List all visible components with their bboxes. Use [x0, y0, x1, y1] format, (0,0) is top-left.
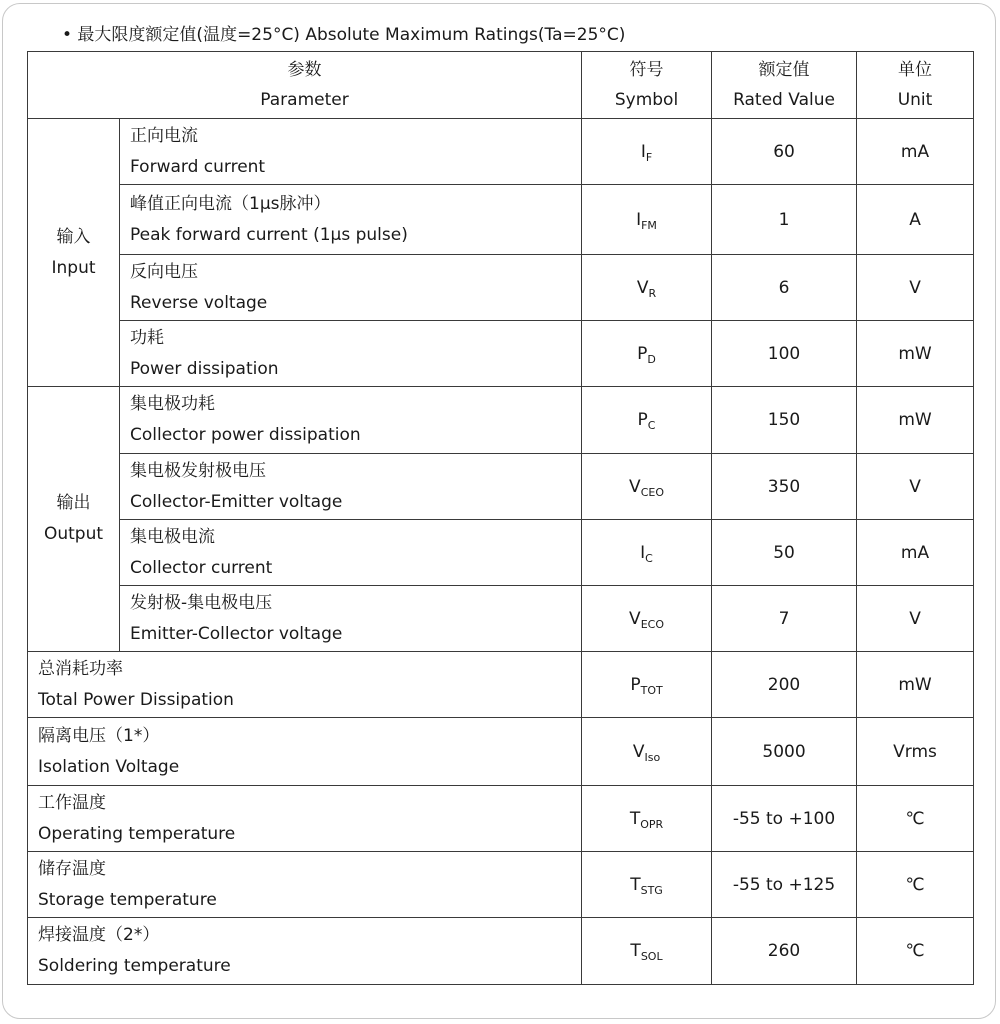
symbol-subscript: Iso [644, 750, 661, 764]
symbol-subscript: C [645, 551, 653, 565]
parameter-cell [28, 918, 582, 985]
parameter-name-en: Peak forward current (1μs pulse) [130, 224, 408, 245]
unit-cell: V [857, 454, 974, 520]
parameter-name-cn: 正向电流 [130, 125, 198, 146]
rated-value-cell: 350 [712, 454, 857, 520]
header-unit-en: Unit [897, 90, 933, 110]
header-rated-value [712, 52, 857, 119]
parameter-name-cn: 隔离电压（1*） [38, 725, 160, 746]
parameter-cell [120, 255, 582, 321]
table-header-row [28, 52, 974, 119]
header-value-en: Rated Value [733, 90, 835, 110]
group-input-cn: 输入 [56, 226, 91, 247]
symbol-letter: T [629, 808, 641, 829]
parameter-cell [120, 454, 582, 520]
symbol-letter: I [640, 542, 646, 563]
unit-cell: V [857, 586, 974, 652]
parameter-name-en: Reverse voltage [130, 292, 268, 313]
unit-cell: A [857, 185, 974, 255]
parameter-name-cn: 反向电压 [130, 261, 198, 282]
unit-cell: mW [857, 387, 974, 454]
page-title: • 最大限度额定值(温度=25°C) Absolute Maximum Ratings(Ta=25°C) [62, 25, 626, 45]
header-symbol [582, 52, 712, 119]
symbol-cell [582, 786, 712, 852]
symbol-cell [582, 387, 712, 454]
parameter-name-en: Isolation Voltage [38, 756, 180, 777]
symbol-subscript: STG [640, 883, 663, 897]
parameter-name-cn: 焊接温度（2*） [38, 925, 160, 945]
parameter-name-en: Operating temperature [38, 823, 236, 844]
table-row [28, 119, 974, 185]
symbol-cell [582, 652, 712, 718]
parameter-cell [120, 387, 582, 454]
rated-value-cell: 200 [712, 652, 857, 718]
table-row [28, 387, 974, 454]
table-row [28, 520, 974, 586]
parameter-cell [120, 520, 582, 586]
table-row [28, 586, 974, 652]
header-unit [857, 52, 974, 119]
symbol-cell [582, 321, 712, 387]
header-symbol-cn: 符号 [629, 60, 664, 80]
symbol-cell [582, 852, 712, 918]
unit-cell: ℃ [857, 918, 974, 985]
parameter-name-en: Forward current [130, 156, 266, 177]
parameter-name-cn: 集电极电流 [130, 526, 215, 547]
rated-value-cell: -55 to +100 [712, 786, 857, 852]
parameter-cell [120, 119, 582, 185]
symbol-letter: V [636, 277, 649, 298]
parameter-cell [120, 586, 582, 652]
symbol-cell [582, 718, 712, 786]
parameter-name-cn: 总消耗功率 [38, 658, 123, 679]
header-unit-cn: 单位 [898, 60, 933, 80]
parameter-name-en: Emitter-Collector voltage [130, 623, 343, 644]
table-row [28, 786, 974, 852]
symbol-letter: P [630, 674, 641, 695]
parameter-cell [28, 786, 582, 852]
unit-cell: mA [857, 520, 974, 586]
header-parameter-en: Parameter [260, 90, 349, 110]
parameter-cell [28, 718, 582, 786]
rated-value-cell: 7 [712, 586, 857, 652]
parameter-name-en: Storage temperature [38, 889, 217, 910]
symbol-subscript: R [648, 286, 657, 300]
symbol-letter: P [637, 410, 648, 430]
group-output-en: Output [43, 524, 104, 544]
rated-value-cell: 50 [712, 520, 857, 586]
table-row [28, 454, 974, 520]
parameter-name-cn: 集电极发射极电压 [130, 460, 266, 481]
table-row [28, 852, 974, 918]
unit-cell: ℃ [857, 786, 974, 852]
unit-cell: mA [857, 119, 974, 185]
table-row [28, 652, 974, 718]
symbol-letter: P [637, 343, 648, 364]
symbol-subscript: C [647, 419, 656, 432]
symbol-cell [582, 586, 712, 652]
symbol-letter: I [636, 209, 642, 230]
unit-cell: mW [857, 321, 974, 387]
header-parameter-cn: 参数 [287, 60, 322, 80]
table-row [28, 321, 974, 387]
unit-cell: V [857, 255, 974, 321]
parameter-cell [120, 185, 582, 255]
symbol-subscript: OPR [640, 817, 664, 831]
parameter-cell [120, 321, 582, 387]
symbol-letter: V [632, 741, 645, 762]
symbol-subscript: SOL [640, 950, 663, 963]
unit-cell: mW [857, 652, 974, 718]
symbol-subscript: ECO [640, 617, 664, 631]
rated-value-cell: 260 [712, 918, 857, 985]
symbol-cell [582, 520, 712, 586]
rated-value-cell: 100 [712, 321, 857, 387]
parameter-name-cn: 发射极-集电极电压 [130, 592, 273, 613]
symbol-cell [582, 119, 712, 185]
symbol-letter: V [629, 476, 641, 497]
symbol-cell [582, 185, 712, 255]
symbol-subscript: F [645, 150, 653, 164]
rated-value-cell: -55 to +125 [712, 852, 857, 918]
parameter-name-cn: 储存温度 [38, 858, 106, 879]
group-input-en: Input [51, 257, 96, 278]
ratings-table [27, 51, 974, 985]
symbol-letter: V [629, 608, 641, 629]
parameter-name-cn: 功耗 [130, 327, 164, 348]
symbol-subscript: FM [641, 218, 657, 232]
symbol-cell [582, 454, 712, 520]
unit-cell: ℃ [857, 852, 974, 918]
group-input [28, 119, 120, 387]
rated-value-cell: 6 [712, 255, 857, 321]
parameter-name-cn: 峰值正向电流（1μs脉冲） [130, 193, 331, 214]
parameter-name-en: Soldering temperature [38, 956, 231, 976]
rated-value-cell: 150 [712, 387, 857, 454]
symbol-subscript: D [647, 352, 656, 366]
parameter-name-en: Collector power dissipation [130, 425, 361, 445]
symbol-subscript: TOT [640, 683, 663, 697]
parameter-name-en: Collector current [130, 557, 273, 578]
parameter-name-en: Power dissipation [130, 358, 279, 379]
parameter-name-cn: 工作温度 [38, 792, 106, 813]
header-value-cn: 额定值 [758, 60, 810, 80]
parameter-name-cn: 集电极功耗 [130, 394, 215, 414]
symbol-letter: I [640, 141, 646, 162]
header-parameter [28, 52, 582, 119]
table-row [28, 718, 974, 786]
symbol-cell [582, 255, 712, 321]
symbol-cell [582, 918, 712, 985]
parameter-cell [28, 652, 582, 718]
rated-value-cell: 5000 [712, 718, 857, 786]
symbol-subscript: CEO [640, 485, 664, 499]
parameter-name-en: Collector-Emitter voltage [130, 491, 343, 512]
rated-value-cell: 1 [712, 185, 857, 255]
group-output-cn: 输出 [56, 493, 91, 513]
symbol-letter: T [630, 941, 641, 961]
table-row [28, 185, 974, 255]
parameter-name-en: Total Power Dissipation [38, 689, 234, 710]
table-body [28, 119, 974, 985]
header-symbol-en: Symbol [614, 90, 679, 110]
table-row [28, 255, 974, 321]
symbol-letter: T [630, 874, 641, 895]
group-output [28, 387, 120, 652]
unit-cell: Vrms [857, 718, 974, 786]
table-row [28, 918, 974, 985]
parameter-cell [28, 852, 582, 918]
rated-value-cell: 60 [712, 119, 857, 185]
